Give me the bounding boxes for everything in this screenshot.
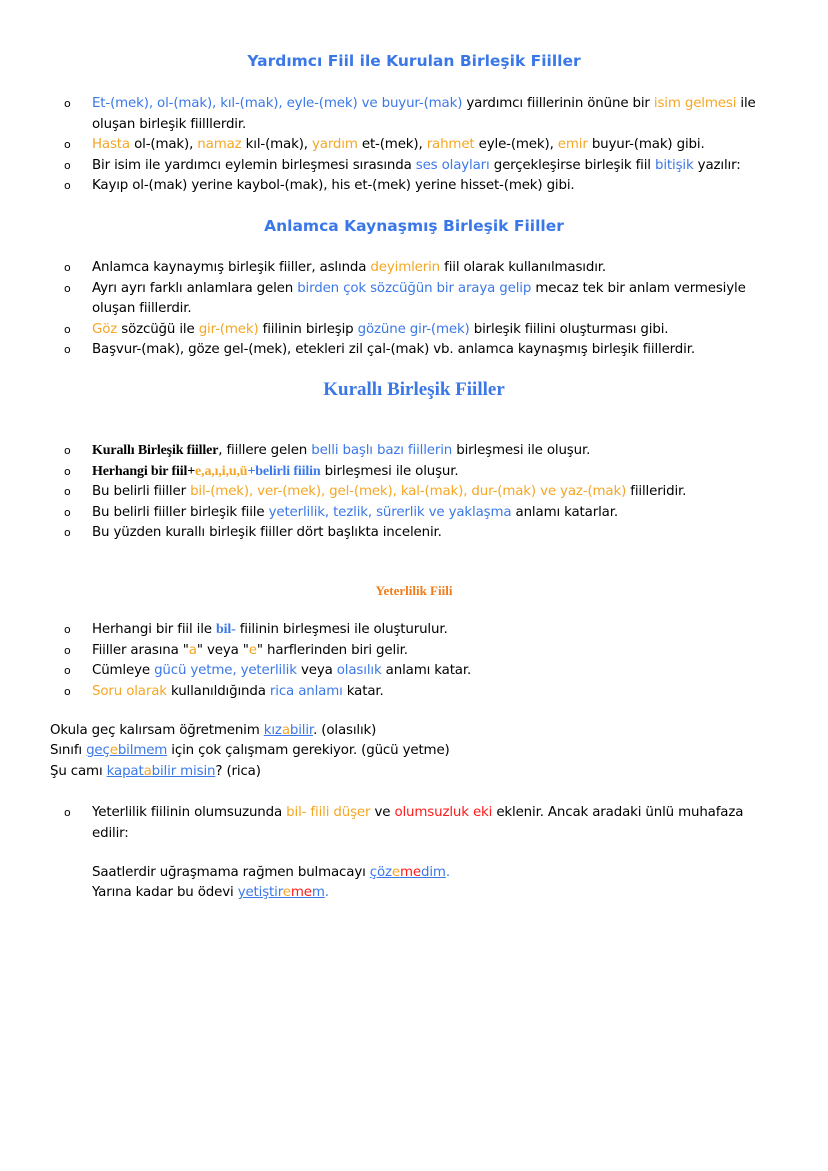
list-item: o Göz sözcüğü ile gir-(mek) fiilinin birleşip gözüne gir-(mek) birleşik fiilini oluşturması gibi. [64, 320, 784, 341]
bullet-icon: o [64, 281, 71, 295]
bullet-icon: o [64, 158, 71, 172]
bullet-icon: o [64, 505, 71, 519]
heading-kuralli-birlesik: Kurallı Birleşik Fiiller [323, 379, 505, 400]
bullet-icon: o [64, 664, 71, 677]
example-line: Saatlerdir uğraşmama rağmen bulmacayı çözemedim. [92, 865, 450, 880]
example-word: kapatabilir misin [106, 764, 216, 779]
list-item: o Et-(mek), ol-(mak), kıl-(mak), eyle-(mek) ve buyur-(mak) yardımcı fiillerinin önüne bir isim gelmesi ile oluşan birleşik fiilllerdir. [64, 96, 756, 132]
list-item: o Soru olarak kullanıldığında rica anlamı katar. [64, 682, 784, 703]
list-item: o Kayıp ol-(mak) yerine kaybol-(mak), his et-(mek) yerine hisset-(mek) gibi. [64, 176, 784, 197]
list-item: o Ayrı ayrı farklı anlamlara gelen birden çok sözcüğün bir araya gelip mecaz tek bir anlam vermesiyle oluşan fiillerdir. [64, 280, 746, 316]
list-yeterlilik-olumsuz [64, 803, 784, 844]
bullet-icon: o [64, 322, 71, 336]
list-item: o Herhangi bir fiil+e,a,ı,i,u,ü+belirli fiilin birleşmesi ile oluşur. [64, 462, 784, 483]
list-yardimci-fiil [64, 94, 784, 197]
list-anlamca-kaynasmis [64, 258, 784, 361]
bullet-icon: o [64, 485, 71, 498]
bullet-icon: o [64, 684, 71, 698]
example-line: Şu camı kapatabilir misin? (rica) [50, 764, 261, 779]
example-word: çözemedim [369, 865, 446, 880]
list-yeterlilik [64, 620, 784, 702]
list-item: o Yeterlilik fiilinin olumsuzunda bil- fiili düşer ve olumsuzluk eki eklenir. Ancak aradaki ünlü muhafaza edilir: [64, 805, 744, 841]
list-item: o Kurallı Birleşik fiiller, fiillere gelen belli başlı bazı fiillerin birleşmesi ile oluşur. [64, 441, 784, 462]
list-item: o Herhangi bir fiil ile bil- fiilinin birleşmesi ile oluşturulur. [64, 620, 784, 641]
list-item: o Hasta ol-(mak), namaz kıl-(mak), yardım et-(mek), rahmet eyle-(mek), emir buyur-(mak) gibi. [64, 135, 784, 156]
example-line: Okula geç kalırsam öğretmenim kızabilir. (olasılık) [50, 723, 377, 738]
bullet-icon: o [64, 806, 71, 819]
list-item: o Anlamca kaynaymış birleşik fiiller, aslında deyimlerin fiil olarak kullanılmasıdır. [64, 258, 784, 279]
list-item: o Başvur-(mak), göze gel-(mek), etekleri zil çal-(mak) vb. anlamca kaynaşmış birleşik fiillerdir. [64, 340, 784, 361]
heading-anlamca-kaynasmis: Anlamca Kaynaşmış Birleşik Fiiller [264, 217, 564, 235]
list-item: o Bu belirli fiiller birleşik fiile yeterlilik, tezlik, sürerlik ve yaklaşma anlamı katarlar. [64, 503, 784, 524]
bullet-icon: o [64, 464, 71, 478]
heading-yeterlilik-fiili: Yeterlilik Fiili [375, 583, 453, 598]
bullet-icon: o [64, 97, 71, 110]
list-item: o Cümleye gücü yetme, yeterlilik veya olasılık anlamı katar. [64, 661, 784, 682]
bullet-icon: o [64, 138, 71, 151]
example-line: Yarına kadar bu ödevi yetiştiremem. [92, 885, 329, 900]
list-item: o Bu yüzden kurallı birleşik fiiller dört başlıkta incelenir. [64, 523, 784, 544]
bullet-icon: o [64, 526, 71, 539]
bullet-icon: o [64, 179, 71, 192]
example-word: yetiştiremem [237, 885, 325, 900]
bullet-icon: o [64, 444, 71, 457]
list-item: o Fiiller arasına "a" veya "e" harflerinden biri gelir. [64, 641, 784, 662]
list-kuralli-birlesik [64, 441, 784, 544]
list-item: o Bir isim ile yardımcı eylemin birleşmesi sırasında ses olayları gerçekleşirse birleşik fiil bitişik yazılır: [64, 156, 784, 177]
list-item: o Bu belirli fiiller bil-(mek), ver-(mek), gel-(mek), kal-(mak), dur-(mak) ve yaz-(mak) fiilleridir. [64, 482, 784, 503]
example-word: kızabilir [263, 723, 314, 738]
bullet-icon: o [64, 623, 71, 636]
heading-yardimci-fiil: Yardımcı Fiil ile Kurulan Birleşik Fiiller [247, 52, 581, 70]
bullet-icon: o [64, 343, 71, 356]
bullet-icon: o [64, 261, 71, 274]
example-word: geçebilmem [86, 743, 168, 758]
example-line: Sınıfı geçebilmem için çok çalışmam gerekiyor. (gücü yetme) [50, 743, 450, 758]
bullet-icon: o [64, 643, 71, 657]
